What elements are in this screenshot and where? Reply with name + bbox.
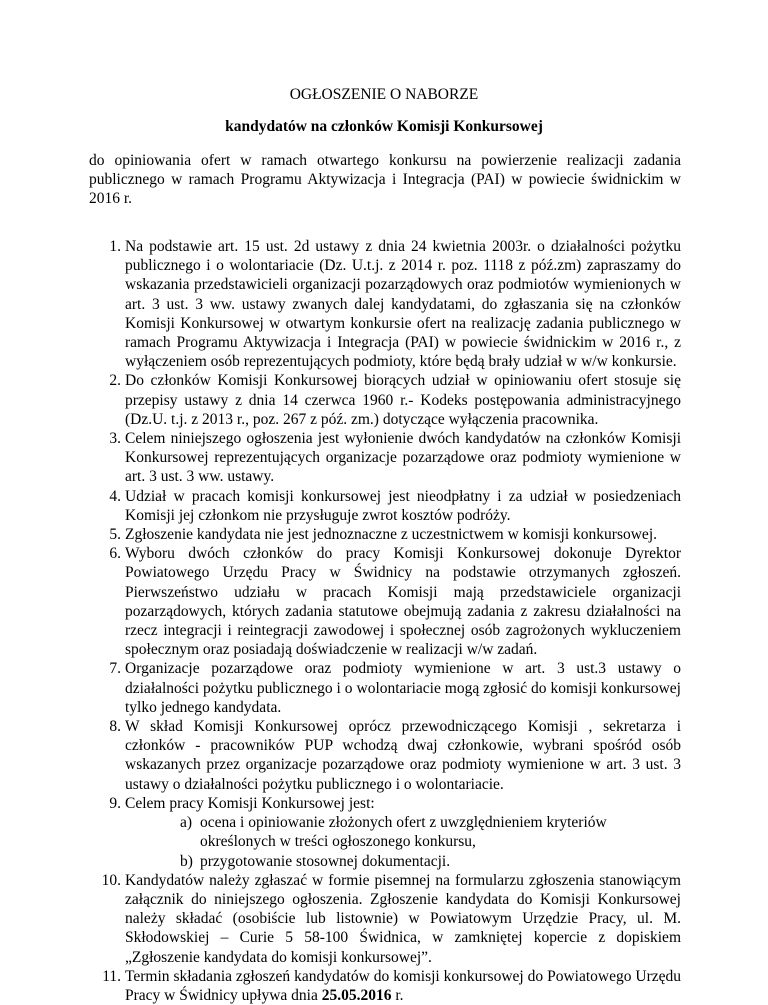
deadline-suffix: r. <box>391 986 404 1004</box>
item-number: 8. <box>109 718 121 736</box>
item-text: Na podstawie art. 15 ust. 2d ustawy z dnia 24 kwietnia 2003r. o działalności pożytku publicznego i o wolontariacie (Dz. U.t.j. z 2014 r. poz. 1118 z póź.zm) zapraszamy do wskazania przedstawicieli organizacji pozarządowych oraz podmiotów wymienionych w art. 3 ust. 3 ww. ustawy zwanych dalej kandydatami, do zgłaszania się na członków Komisji Konkursowej w otwartym konkursie ofert na realizację zadania publicznego w ramach Programu Aktywizacja i Integracja (PAI) w powiecie świdnickim w 2016 r., z wyłączeniem osób reprezentujących podmioty, które będą brały udział w w/w konkursie. <box>125 238 681 371</box>
list-item <box>89 794 681 871</box>
item-text: Udział w pracach komisji konkursowej jest nieodpłatny i za udział w posiedzeniach Komisji jej członkom nie przysługuje zwrot kosztów podróży. <box>125 487 681 524</box>
intro-paragraph: do opiniowania ofert w ramach otwartego konkursu na powierzenie realizacji zadania publicznego w ramach Programu Aktywizacja i Integracja (PAI) w powiecie świdnickim w 2016 r. <box>89 152 681 208</box>
list-item <box>89 371 681 429</box>
item-number: 3. <box>109 430 121 448</box>
document-subtitle: kandydatów na członków Komisji Konkursowej <box>225 118 543 135</box>
list-item <box>89 429 681 487</box>
item-text: W skład Komisji Konkursowej oprócz przewodniczącego Komisji , sekretarza i członków - pracowników PUP wchodzą dwaj członkowie, wybrani spośród osób wskazanych przez organizacje pozarządowe oraz podmioty wymienione w art. 3 ust. 3 ustawy o działalności pożytku publicznego i o wolontariacie. <box>125 718 681 793</box>
sub-list-item <box>180 813 681 851</box>
item-number: 2. <box>109 372 121 390</box>
sub-item-letter: a) <box>180 814 193 832</box>
list-item <box>89 237 681 371</box>
deadline-date: 25.05.2016 <box>321 986 392 1004</box>
list-item <box>89 544 681 659</box>
sub-item-letter: b) <box>180 852 193 870</box>
item-text <box>125 967 681 1005</box>
item-number: 11. <box>102 967 121 985</box>
item-text: Kandydatów należy zgłaszać w formie pisemnej na formularzu zgłoszenia stanowiącym załącznik do niniejszego ogłoszenia. Zgłoszenie kandydata do Komisji Konkursowej należy składać (osobiście lub listownie) w Powiatowym Urzędzie Pracy, ul. M. Skłodowskiej – Curie 5 58-100 Świdnica, w zamkniętej kopercie z dopiskiem „Zgłoszenie kandydata do komisji konkursowej”. <box>125 871 681 966</box>
item-number: 9. <box>109 794 121 812</box>
list-item <box>89 967 681 1005</box>
sub-item-text: ocena i opiniowanie złożonych ofert z uwzględnieniem kryteriów określonych w treści ogłoszonego konkursu, <box>200 814 607 851</box>
deadline-text: Termin składania zgłoszeń kandydatów do komisji konkursowej do Powiatowego Urzędu Pracy w Świdnicy upływa dnia <box>125 967 681 1004</box>
sub-list <box>125 813 681 871</box>
item-number: 10. <box>101 871 121 889</box>
item-text: Organizacje pozarządowe oraz podmioty wymienione w art. 3 ust.3 ustawy o działalności pożytku publicznego i o wolontariacie mogą zgłosić do komisji konkursowej tylko jednego kandydata. <box>125 660 681 716</box>
item-number: 6. <box>109 545 121 563</box>
item-text: Celem pracy Komisji Konkursowej jest: <box>125 794 375 812</box>
sub-list-item <box>180 852 681 871</box>
sub-item-text: przygotowanie stosownej dokumentacji. <box>200 852 451 870</box>
item-number: 1. <box>109 238 121 255</box>
item-text: Zgłoszenie kandydata nie jest jednoznaczne z uczestnictwem w komisji konkursowej. <box>125 526 657 544</box>
list-item <box>89 487 681 525</box>
item-number: 7. <box>109 660 121 678</box>
numbered-list <box>89 237 681 1005</box>
item-number: 4. <box>109 487 121 505</box>
item-text: Do członków Komisji Konkursowej biorących udział w opiniowaniu ofert stosuje się przepisy ustawy z dnia 14 czerwca 1960 r.- Kodeks postępowania administracyjnego (Dz.U. t.j. z 2013 r., poz. 267 z póź. zm.) dotyczące wyłączenia pracownika. <box>125 372 681 428</box>
item-text: Wyboru dwóch członków do pracy Komisji Konkursowej dokonuje Dyrektor Powiatowego Urzędu Pracy w Świdnicy na podstawie otrzymanych zgłoszeń. Pierwszeństwo udziału w pracach Komisji mają przedstawiciele organizacji pozarządowych, których zadania statutowe obejmują zadania z zakresu działalności na rzecz integracji i reintegracji zawodowej i społecznej osób zagrożonych wykluczeniem społecznym oraz posiadają doświadczenie w realizacji w/w zadań. <box>125 545 681 659</box>
list-item <box>89 659 681 717</box>
document-title: OGŁOSZENIE O NABORZE <box>289 86 479 103</box>
item-text: Celem niniejszego ogłoszenia jest wyłonienie dwóch kandydatów na członków Komisji Konkursowej reprezentujących organizacje pozarządowe oraz podmioty wymienione w art. 3 ust. 3 ww. ustawy. <box>125 430 681 486</box>
list-item <box>89 717 681 794</box>
item-number: 5. <box>109 526 121 544</box>
list-item <box>89 871 681 967</box>
list-item <box>89 525 681 544</box>
